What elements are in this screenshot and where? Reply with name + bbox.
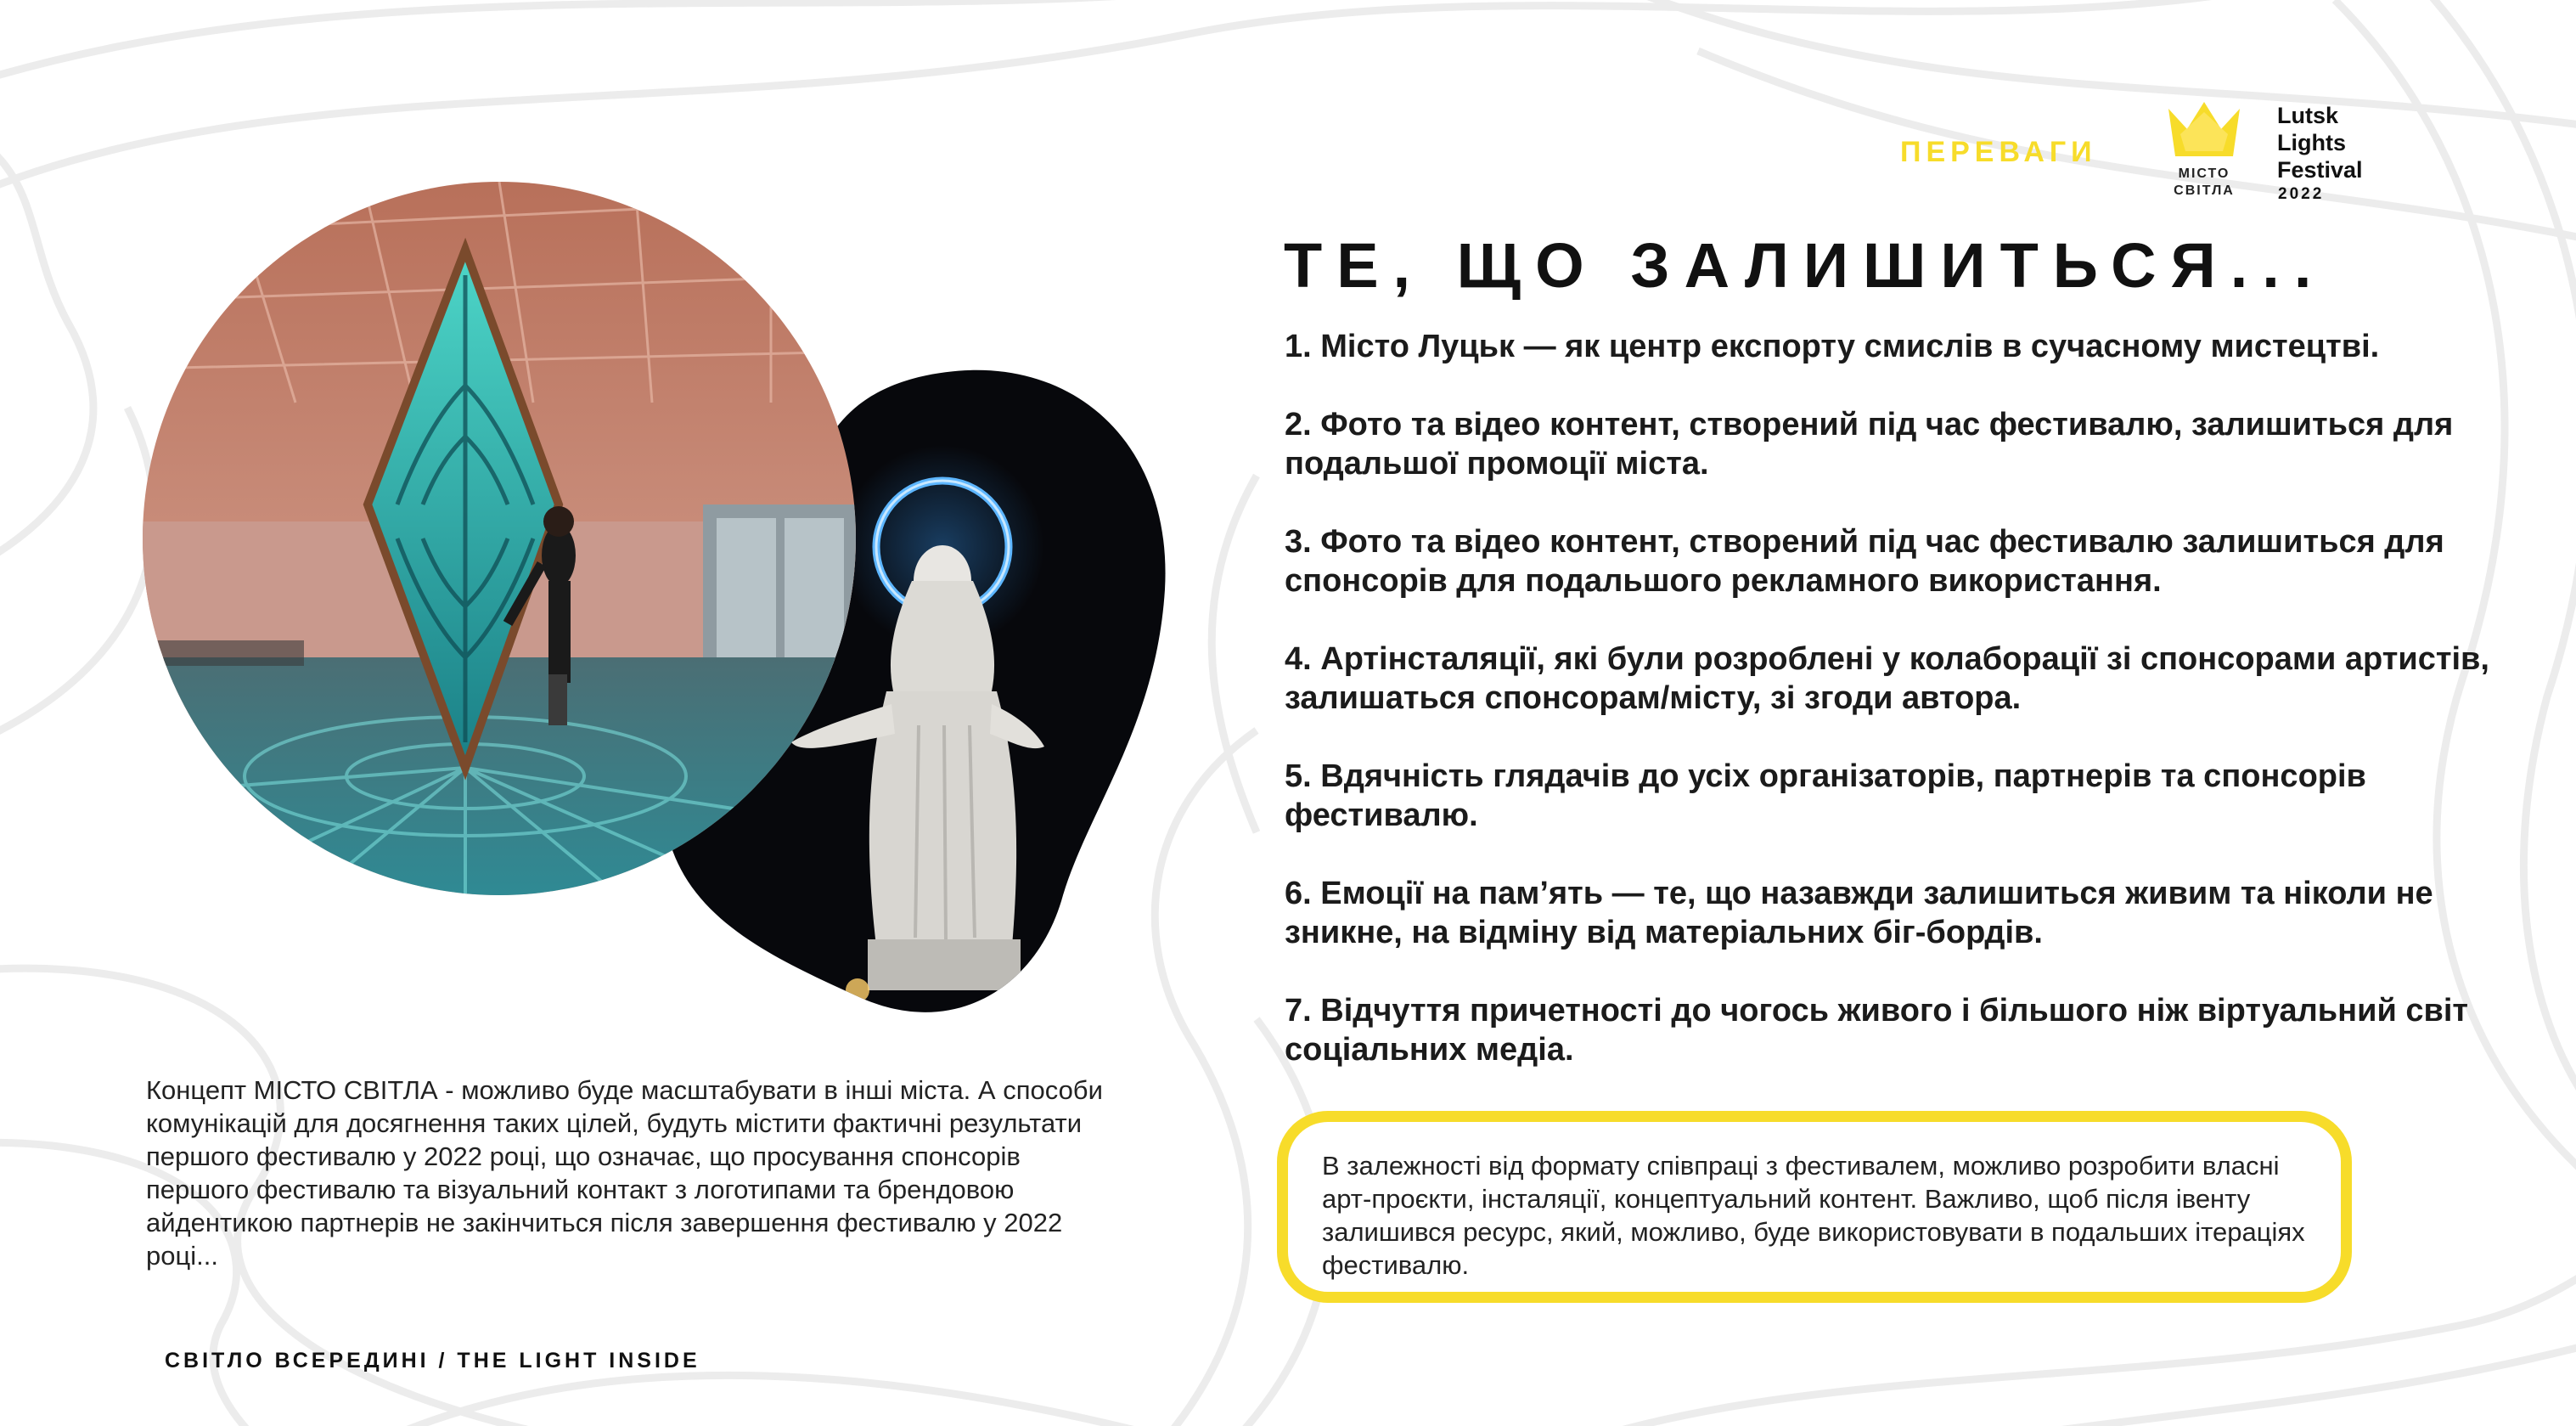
- list-item: 2. Фото та відео контент, створений під час фестивалю, залишиться для подальшої промоції міста.: [1285, 407, 2454, 482]
- festival-year: 2022: [2278, 185, 2325, 203]
- list-item: 6. Емоції на пам’ять — те, що назавжди залишиться живим та ніколи не зникне, на відміну від матеріальних біг-бордів.: [1285, 876, 2433, 950]
- crown-icon: [2163, 100, 2245, 160]
- note-box: [1277, 1111, 2352, 1303]
- festival-name: [2277, 102, 2363, 183]
- list-item: 1. Місто Луцьк — як центр експорту смислів в сучасному мистецтві.: [1285, 329, 2380, 364]
- logo-word-misto: МІСТО: [2178, 166, 2230, 181]
- page-title: ТЕ, ЩО ЗАЛИШИТЬСЯ...: [1284, 230, 2326, 301]
- festival-name-line-1: Lutsk: [2277, 103, 2339, 128]
- benefits-list: [1285, 327, 2524, 1108]
- light-installation-photo: [143, 182, 856, 895]
- footer-tagline: СВІТЛО ВСЕРЕДИНІ / THE LIGHT INSIDE: [165, 1349, 700, 1372]
- logo-word-svitla: СВІТЛА: [2174, 183, 2235, 198]
- section-label: ПЕРЕВАГИ: [1900, 136, 2097, 168]
- list-item: 7. Відчуття причетності до чогось живого і більшого ніж віртуальний світ соціальних медіа.: [1285, 993, 2469, 1068]
- note-text: В залежності від формату співпраці з фестивалем, можливо розробити власні арт-проєкти, інсталяції, концептуальний контент. Важливо, щоб після івенту залишився ресурс, який, можливо, буде використовувати в подальших ітераціях фестивалю.: [1322, 1151, 2305, 1280]
- list-item: 5. Вдячність глядачів до усіх організаторів, партнерів та спонсорів фестивалю.: [1285, 758, 2366, 833]
- list-item: 3. Фото та відео контент, створений під час фестивалю залишиться для спонсорів для подальшого рекламного використання.: [1285, 524, 2444, 599]
- concept-paragraph: Концепт МІСТО СВІТЛА - можливо буде масштабувати в інші міста. А способи комунікацій для досягнення таких цілей, будуть містити фактичні результати першого фестивалю у 2022 році, що означає, що просування спонсорів першого фестивалю та візуальний контакт з логотипами та брендовою айдентикою партнерів не закінчиться після завершення фестивалю у 2022 році...: [146, 1075, 1103, 1271]
- list-item: 4. Артінсталяції, які були розроблені у колаборації зі спонсорами артистів, залишаться спонсорам/місту, зі згоди автора.: [1285, 641, 2489, 716]
- festival-name-line-2: Lights: [2277, 130, 2346, 155]
- festival-name-line-3: Festival: [2277, 157, 2363, 183]
- festival-logo: [2163, 100, 2265, 211]
